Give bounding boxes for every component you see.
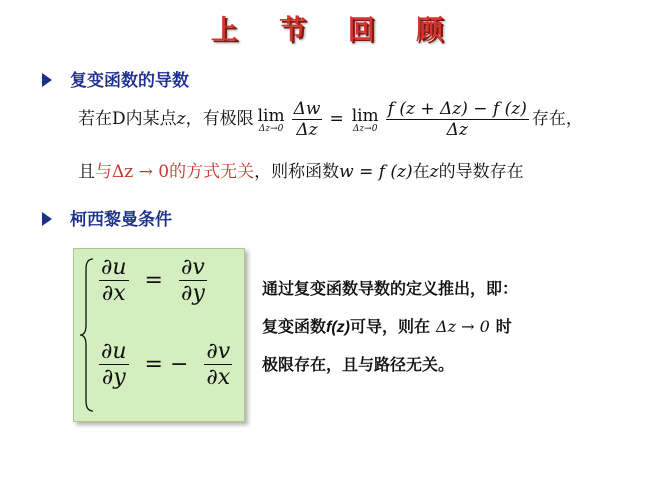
limit-expression: Δz → 0 xyxy=(436,317,490,336)
bullet-arrow-icon xyxy=(42,212,52,226)
text-segment: 若在D内某点 xyxy=(78,109,177,129)
path-independence-highlight: 与Δz → 0的方式无关 xyxy=(95,162,255,182)
text-segment: 在 xyxy=(412,162,430,182)
var-z: z xyxy=(176,109,186,129)
text-segment: 且 xyxy=(78,162,95,182)
bullet-arrow-icon xyxy=(42,73,52,87)
function-formula: w = f (z) xyxy=(339,162,413,182)
text-segment: ，则称函数 xyxy=(254,162,340,182)
function-fz: f(z) xyxy=(326,319,350,336)
fraction-difference-quotient: $\frac{f (z + \Delta z) - f (z)}{\Delta z}$ xyxy=(387,99,527,140)
section-heading-cauchy-riemann: 柯西黎曼条件 xyxy=(42,205,172,230)
derivative-definition-line-2 xyxy=(78,157,524,182)
cauchy-riemann-equations-box xyxy=(73,248,245,422)
cr-equation-2: $\frac{\partial u}{\partial y}$ = − $\frac{\partial v}{\partial x}$ xyxy=(101,339,231,390)
text-segment: ，有极限 xyxy=(185,109,254,129)
cr-equation-1: $\frac{\partial u}{\partial x}$ = $\frac{\partial v}{\partial y}$ xyxy=(101,255,205,306)
section-heading-derivative: 复变函数的导数 xyxy=(42,66,189,91)
page-title xyxy=(0,8,670,48)
text-segment: 的导数存在 xyxy=(438,162,524,182)
limit-operator: lim Δz→0 xyxy=(257,105,285,134)
page-title-text: 上 节 回 顾 xyxy=(210,15,460,46)
equals-sign: = xyxy=(329,109,344,129)
limit-operator: lim Δz→0 xyxy=(351,105,379,134)
explanation-line-1: 通过复变函数导数的定义推出，即： xyxy=(262,281,519,298)
derivative-definition-line-1 xyxy=(78,99,583,140)
explanation-line-2: 复变函数f(z)可导，则在 Δz → 0 时 xyxy=(262,317,512,336)
var-z: z xyxy=(429,162,439,182)
fraction-dw-dz: $\frac{\Delta w}{\Delta z}$ xyxy=(293,99,321,140)
text-segment: 存在， xyxy=(531,109,583,129)
left-brace-icon xyxy=(78,257,96,413)
explanation-line-3: 极限存在，且与路径无关。 xyxy=(262,357,455,374)
